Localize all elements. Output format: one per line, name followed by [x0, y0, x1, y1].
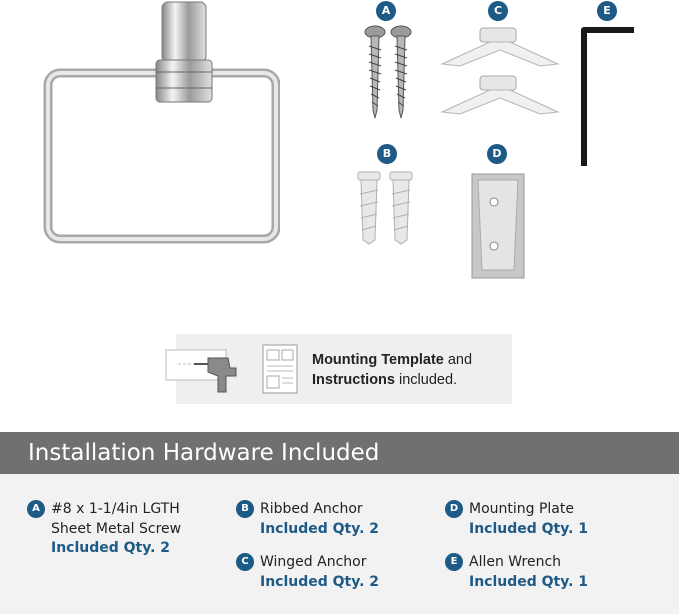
- template-line2-bold: Instructions: [312, 372, 395, 388]
- item-b-badge: B: [236, 500, 254, 518]
- screw-image: [360, 24, 420, 120]
- list-item-a: [32, 500, 182, 559]
- part-e-badge: E: [597, 1, 617, 21]
- item-d-badge: D: [445, 500, 463, 518]
- item-c-qty: Included Qty. 2: [260, 573, 380, 590]
- allen-wrench-image: [578, 24, 638, 170]
- item-a-qty: Included Qty. 2: [51, 540, 171, 556]
- winged-anchor-image: [440, 26, 560, 118]
- part-d-badge: D: [487, 144, 507, 164]
- template-line1-bold: Mounting Template: [312, 352, 444, 368]
- template-line1-rest: and: [443, 352, 473, 368]
- drill-template-icon: [164, 348, 250, 396]
- item-a-line1: #8 x 1-1/4in LGTH: [51, 501, 180, 517]
- list-item-d: [449, 500, 589, 539]
- instructions-sheet-icon: [262, 344, 298, 394]
- item-b-line1: Ribbed Anchor: [260, 501, 363, 517]
- item-e-line1: Allen Wrench: [469, 554, 562, 570]
- list-item-e: [450, 553, 589, 592]
- item-d-line1: Mounting Plate: [469, 501, 574, 517]
- mounting-template-box: [176, 334, 512, 404]
- item-e-qty: Included Qty. 1: [469, 573, 589, 590]
- item-a-badge: A: [27, 500, 45, 518]
- item-b-qty: Included Qty. 2: [260, 520, 380, 537]
- towel-ring-image: [40, 0, 280, 250]
- item-e-badge: E: [445, 553, 463, 571]
- list-item-c: [241, 553, 380, 592]
- hardware-list: [0, 474, 679, 614]
- template-line2-rest: included.: [394, 372, 458, 388]
- part-c-badge: C: [488, 1, 508, 21]
- item-d-qty: Included Qty. 1: [469, 520, 589, 537]
- item-a-line2: Sheet Metal Screw: [51, 520, 182, 537]
- ribbed-anchor-image: [354, 170, 424, 246]
- hardware-banner: [0, 432, 679, 474]
- item-c-line1: Winged Anchor: [260, 554, 367, 570]
- part-a-badge: A: [376, 1, 396, 21]
- list-item-b: [241, 500, 380, 539]
- mounting-plate-image: [470, 170, 526, 280]
- banner-title: Installation Hardware Included: [28, 440, 380, 466]
- template-caption: [312, 350, 472, 390]
- part-b-badge: B: [377, 144, 397, 164]
- item-c-badge: C: [236, 553, 254, 571]
